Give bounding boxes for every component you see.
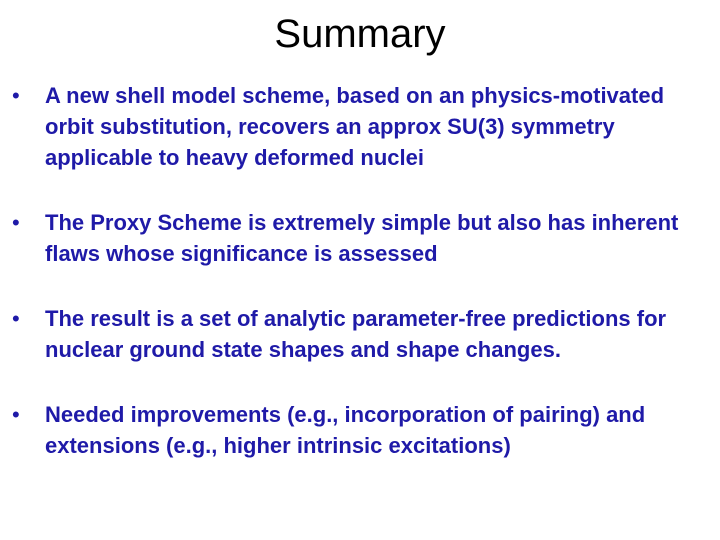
- slide-title: Summary: [274, 12, 446, 56]
- bullet-text: The Proxy Scheme is extremely simple but also has inherent flaws whose significance is assessed: [45, 210, 679, 266]
- bullet-item: [12, 399, 702, 461]
- bullet-item: [12, 207, 702, 269]
- bullet-text: The result is a set of analytic parameter-free predictions for nuclear ground state shapes and shape changes.: [45, 306, 667, 362]
- bullet-dot-icon: •: [12, 83, 20, 108]
- bullet-item: [12, 80, 702, 173]
- bullet-dot-icon: •: [12, 402, 20, 427]
- bullet-text: Needed improvements (e.g., incorporation of pairing) and extensions (e.g., higher intrinsic excitations): [45, 402, 646, 458]
- bullet-text: A new shell model scheme, based on an physics-motivated orbit substitution, recovers an approx SU(3) symmetry applicable to heavy deformed nuclei: [45, 83, 665, 170]
- bullet-item: [12, 303, 702, 365]
- bullet-dot-icon: •: [12, 210, 20, 235]
- bullet-list: [12, 80, 702, 495]
- bullet-dot-icon: •: [12, 306, 20, 331]
